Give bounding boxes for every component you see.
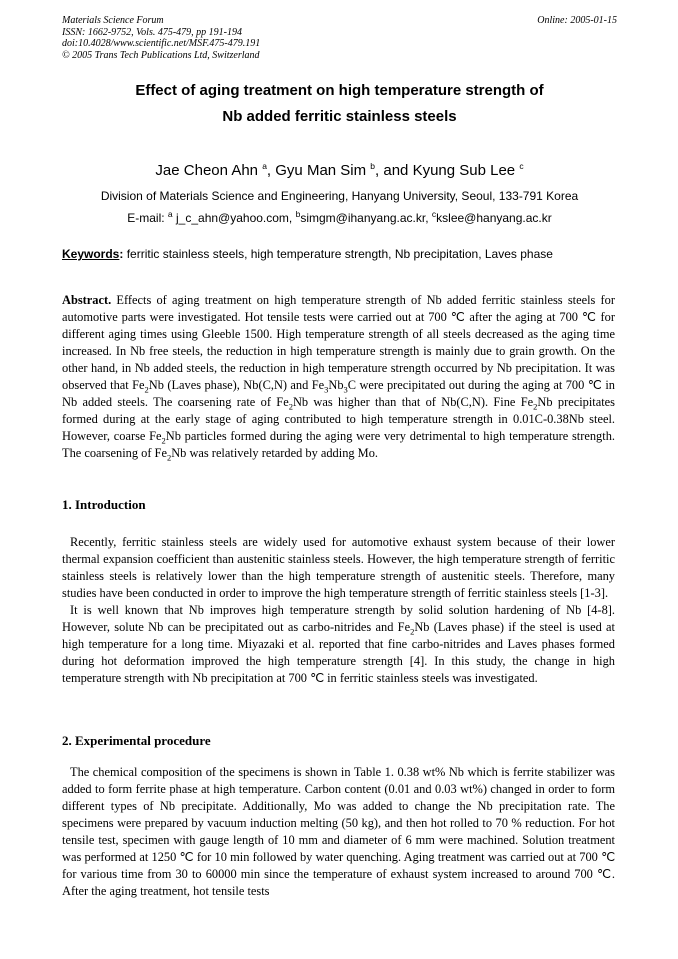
subscript: 2 <box>144 384 149 395</box>
email-marker: a <box>167 209 173 219</box>
abstract-text: Nb (Laves phase), Nb(C,N) and Fe <box>148 378 325 392</box>
paragraph: The chemical composition of the specimens is shown in Table 1. 0.38 wt% Nb which is ferrite stabilizer was added to form ferrite phase at high temperature. Carbon content (0.01 and 0.03 wt%) changed in order to form different types of Nb precipitate. Additionally, Mo was added to change the Nb precipitation rate. The specimens were prepared by vacuum induction melting (50 kg), and then hot rolled to 70 % reduction. For hot tensile test, specimen with gauge length of 10 mm and diameter of 6 mm were machined. Solution treatment was performed at 1250 ℃ for 10 min followed by water quenching. Aging treatment was carried out at 700 ℃ for various time from 30 to 60000 min since the temperature of exhaust system increased to around 700 ℃. After the aging treatment, hot tensile tests <box>62 765 615 898</box>
section-heading-experimental: 2. Experimental procedure <box>62 733 211 748</box>
issn-line: ISSN: 1662-9752, Vols. 475-479, pp 191-194 <box>62 26 242 38</box>
subscript: 2 <box>161 435 166 446</box>
keywords-colon: : <box>119 247 124 261</box>
author-name: Kyung Sub Lee <box>412 162 516 179</box>
subscript: 2 <box>166 452 172 463</box>
subscript: 2 <box>533 401 538 412</box>
email-separator: , <box>425 211 432 225</box>
email-separator: , <box>288 211 296 225</box>
paragraph <box>62 602 615 687</box>
subscript: 3 <box>324 384 329 395</box>
email-marker: b <box>295 209 301 219</box>
subscript: 2 <box>288 401 293 412</box>
abstract <box>62 292 615 462</box>
author-name: Gyu Man Sim <box>275 162 367 179</box>
title-line-2: Nb added ferritic stainless steels <box>222 108 457 125</box>
author-separator: , <box>266 162 276 179</box>
abstract-label: Abstract. <box>62 293 112 307</box>
keywords-line <box>62 246 617 262</box>
email-link[interactable]: j_c_ahn@yahoo.com <box>176 211 289 225</box>
copyright-line: © 2005 Trans Tech Publications Ltd, Switzerland <box>62 49 260 61</box>
keywords-text: ferritic stainless steels, high temperature strength, Nb precipitation, Laves phase <box>123 247 553 261</box>
email-marker: c <box>431 209 437 219</box>
keywords-label: Keywords <box>62 247 120 261</box>
abstract-text: Nb <box>328 378 344 392</box>
journal-name: Materials Science Forum <box>62 15 164 26</box>
affiliation: Division of Materials Science and Engineering, Hanyang University, Seoul, 133-791 Korea <box>100 189 579 203</box>
experimental-body <box>62 764 615 900</box>
journal-header <box>62 15 617 61</box>
paper-title <box>62 78 617 130</box>
email-line <box>62 210 617 226</box>
abstract-text: Effects of aging treatment on high temperature strength of Nb added ferritic stainless steels for automotive parts were investigated. Hot tensile tests were carried out at 700 ℃ after the aging at 700 ℃ for different aging times using Gleeble 1500. High temperature strength of all steels decreased as the aging time increased. In Nb free steels, the reduction in high temperature strength is mainly due to grain growth. On the other hand, in Nb added steels, the reduction in high temperature strength occurred by Nb precipitation. It was observed that Fe <box>62 293 615 392</box>
introduction-body <box>62 534 615 687</box>
abstract-text: Nb precipitates formed during at the early stage of aging contributed to high temperature strength in 0.01C-0.38Nb steel. However, coarse Fe <box>62 395 616 443</box>
email-link[interactable]: simgm@ihanyang.ac.kr <box>300 211 426 225</box>
author-marker: a <box>262 161 267 171</box>
email-label: E-mail: <box>127 211 168 225</box>
author-list <box>62 161 617 181</box>
abstract-text: Nb was higher than that of Nb(C,N). Fine Fe <box>292 395 534 409</box>
author-marker: c <box>519 161 524 171</box>
online-date: Online: 2005-01-15 <box>537 15 617 26</box>
author-separator: , and <box>375 162 413 179</box>
paragraph-text: It is well known that Nb improves high temperature strength by solid solution hardening of Nb [4-8]. However, solute Nb can be precipitated out as carbo-nitrides and Fe <box>62 603 615 634</box>
paragraph: Recently, ferritic stainless steels are widely used for automotive exhaust system because of their lower thermal expansion coefficient than austenitic stainless steels. However, the high temperature strength of ferritic stainless steels is relatively lower than the high temperature strength of austenitic steels. Therefore, many studies have been conducted in order to improve the high temperature strength of ferritic stainless steels [1-3]. <box>62 535 615 600</box>
subscript: 2 <box>410 626 415 637</box>
abstract-text: C were precipitated out during the aging at 700 ℃ in Nb added steels. The coarsening rate of Fe <box>62 378 615 409</box>
abstract-text: Nb particles formed during the aging were very detrimental to high temperature strength. The coarsening of Fe <box>62 429 615 460</box>
subscript: 3 <box>343 384 348 395</box>
author-name: Jae Cheon Ahn <box>155 162 259 179</box>
paragraph-text: Nb (Laves phase) if the steel is used at high temperature for a long time. Miyazaki et al. reported that fine carbo-nitrides and Laves phases formed during hot deformation improved the high temperature strength [4]. In this study, the change in high temperature strength with Nb precipitation at 700 ℃ in ferritic stainless steels was investigated. <box>62 620 615 685</box>
title-line-1: Effect of aging treatment on high temperature strength of <box>135 82 544 99</box>
abstract-text: Nb was relatively retarded by adding Mo. <box>171 446 378 460</box>
author-marker: b <box>370 161 376 171</box>
email-link[interactable]: kslee@hanyang.ac.kr <box>436 211 552 225</box>
section-heading-introduction: 1. Introduction <box>62 497 146 512</box>
doi-line: doi:10.4028/www.scientific.net/MSF.475-479.191 <box>62 38 261 49</box>
